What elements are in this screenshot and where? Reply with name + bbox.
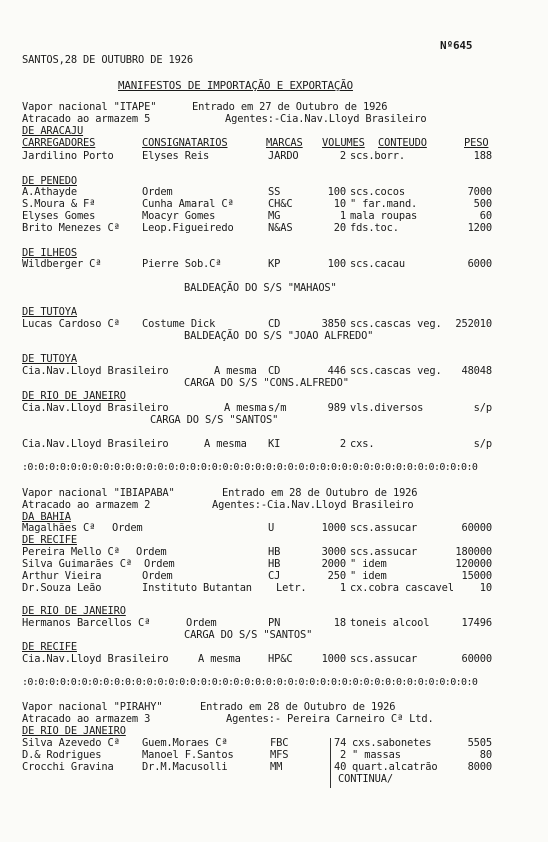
row-consignatario: A mesma bbox=[204, 438, 247, 450]
row-consignatario: Leop.Figueiredo bbox=[142, 222, 234, 234]
row-consignatario: Ordem bbox=[144, 558, 175, 570]
row-peso: 17496 bbox=[461, 617, 492, 629]
row-marca: s/m bbox=[268, 402, 287, 414]
baldeacao-heading: BALDEAÇÃO DO S/S "JOAO ALFREDO" bbox=[184, 330, 374, 342]
row-marca: SS bbox=[268, 186, 281, 198]
date-line: SANTOS,28 DE OUTUBRO DE 1926 bbox=[22, 54, 193, 66]
origin-heading: DA BAHIA bbox=[22, 511, 71, 523]
row-conteudo: scs.assucar bbox=[350, 546, 418, 558]
row-peso: 188 bbox=[473, 150, 492, 162]
row-volume: 250 bbox=[327, 570, 346, 582]
row-consignatario: Cunha Amaral Cª bbox=[142, 198, 234, 210]
baldeacao-heading: BALDEAÇÃO DO S/S "MAHAOS" bbox=[184, 282, 337, 294]
row-marca: CJ bbox=[268, 570, 281, 582]
carga-heading: CARGA DO S/S "SANTOS" bbox=[150, 414, 279, 426]
origin-heading: DE TUTOYA bbox=[22, 306, 77, 318]
ship2-atracado: Atracado ao armazem 2 bbox=[22, 499, 151, 511]
row-conteudo: fds.toc. bbox=[350, 222, 399, 234]
row-peso: s/p bbox=[473, 438, 492, 450]
row-marca: MG bbox=[268, 210, 281, 222]
margin-rule bbox=[330, 738, 331, 788]
row-conteudo: scs.cacau bbox=[350, 258, 405, 270]
carga-heading: CARGA DO S/S "CONS.ALFREDO" bbox=[184, 377, 349, 389]
row-marca: PN bbox=[268, 617, 281, 629]
row-consignatario: Moacyr Gomes bbox=[142, 210, 216, 222]
row-peso: s/p bbox=[473, 402, 492, 414]
row-volume: 989 bbox=[327, 402, 346, 414]
row-carregador: A.Athayde bbox=[22, 186, 77, 198]
row-carregador: Lucas Cardoso Cª bbox=[22, 318, 120, 330]
row-consignatario: Costume Dick bbox=[142, 318, 216, 330]
row-consignatario: Ordem bbox=[186, 617, 217, 629]
row-consignatario: Dr.M.Macusolli bbox=[142, 761, 228, 773]
separator-line: :0:0:0:0:0:0:0:0:0:0:0:0:0:0:0:0:0:0:0:0:0:0:0:0:0:0:0:0:0:0:0:0:0:0:0:0:0:0:0:0:0:0 bbox=[22, 462, 478, 473]
row-marca: HB bbox=[268, 546, 281, 558]
row-carregador: Silva Azevedo Cª bbox=[22, 737, 120, 749]
row-carregador: Cia.Nav.Lloyd Brasileiro bbox=[22, 438, 169, 450]
row-carregador: Cia.Nav.Lloyd Brasileiro bbox=[22, 653, 169, 665]
row-conteudo: cxs. bbox=[350, 438, 375, 450]
page-title: MANIFESTOS DE IMPORTAÇÃO E EXPORTAÇÃO bbox=[118, 79, 353, 92]
row-peso: 60 bbox=[479, 210, 492, 222]
row-peso: 1200 bbox=[467, 222, 492, 234]
origin-heading: DE TUTOYA bbox=[22, 353, 77, 365]
row-peso: 5505 bbox=[467, 737, 492, 749]
row-volume: 3850 bbox=[321, 318, 346, 330]
row-volume: 18 bbox=[333, 617, 346, 629]
row-consignatario: Ordem bbox=[142, 186, 173, 198]
col-header-peso: PESO bbox=[464, 137, 489, 149]
row-peso: 120000 bbox=[455, 558, 492, 570]
row-carregador: Wildberger Cª bbox=[22, 258, 102, 270]
row-peso: 80 bbox=[479, 749, 492, 761]
ship1-vapor: Vapor nacional "ITAPE" bbox=[22, 101, 157, 113]
row-consignatario: A mesma bbox=[198, 653, 241, 665]
row-carregador: Hermanos Barcellos Cª bbox=[22, 617, 151, 629]
ship1-agentes: Agentes:-Cia.Nav.Lloyd Brasileiro bbox=[225, 113, 427, 125]
row-marca: CH&C bbox=[268, 198, 293, 210]
ship3-vapor: Vapor nacional "PIRAHY" bbox=[22, 701, 163, 713]
continua-mark: CONTINUA/ bbox=[338, 773, 393, 785]
row-conteudo: cx.cobra cascavel bbox=[350, 582, 454, 594]
separator-line: :0:0:0:0:0:0:0:0:0:0:0:0:0:0:0:0:0:0:0:0:0:0:0:0:0:0:0:0:0:0:0:0:0:0:0:0:0:0:0:0:0:0 bbox=[22, 677, 478, 688]
row-peso: 48048 bbox=[461, 365, 492, 377]
row-carregador: Magalhães Cª bbox=[22, 522, 96, 534]
row-conteudo: " idem bbox=[350, 570, 387, 582]
ship3-entrada: Entrado em 28 de Outubro de 1926 bbox=[200, 701, 396, 713]
row-peso: 10 bbox=[479, 582, 492, 594]
row-consignatario: Instituto Butantan bbox=[142, 582, 252, 594]
row-marca: CD bbox=[268, 318, 281, 330]
row-carregador: Jardilino Porto bbox=[22, 150, 114, 162]
row-marca: HB bbox=[268, 558, 281, 570]
row-volume: 100 bbox=[327, 186, 346, 198]
row-carregador: S.Moura & Fª bbox=[22, 198, 96, 210]
row-marca: CD bbox=[268, 365, 281, 377]
row-consignatario: Pierre Sob.Cª bbox=[142, 258, 222, 270]
row-volume: 2000 bbox=[321, 558, 346, 570]
row-marca: KP bbox=[268, 258, 281, 270]
origin-heading: DE RIO DE JANEIRO bbox=[22, 390, 126, 402]
row-volume: 3000 bbox=[321, 546, 346, 558]
ship2-entrada: Entrado em 28 de Outubro de 1926 bbox=[222, 487, 418, 499]
row-volume: 100 bbox=[327, 258, 346, 270]
row-peso: 60000 bbox=[461, 522, 492, 534]
origin-heading: DE RIO DE JANEIRO bbox=[22, 605, 126, 617]
row-volume: 1 bbox=[339, 210, 346, 222]
row-carregador: D.& Rodrigues bbox=[22, 749, 102, 761]
row-marca: U bbox=[268, 522, 275, 534]
row-consignatario: A mesma bbox=[224, 402, 267, 414]
origin-heading: DE RECIFE bbox=[22, 641, 77, 653]
row-conteudo: scs.borr. bbox=[350, 150, 405, 162]
row-marca: MFS bbox=[270, 749, 289, 761]
ship1-entrada: Entrado em 27 de Outubro de 1926 bbox=[192, 101, 388, 113]
row-peso: 6000 bbox=[467, 258, 492, 270]
row-conteudo: " far.mand. bbox=[350, 198, 418, 210]
row-conteudo: scs.cascas veg. bbox=[350, 318, 442, 330]
row-conteudo: scs.assucar bbox=[350, 653, 418, 665]
row-carregador: Dr.Souza Leão bbox=[22, 582, 102, 594]
row-conteudo: mala roupas bbox=[350, 210, 418, 222]
row-marca: N&AS bbox=[268, 222, 293, 234]
row-carregador: Elyses Gomes bbox=[22, 210, 96, 222]
col-header-marcas: MARCAS bbox=[266, 137, 303, 149]
row-marca: KI bbox=[268, 438, 281, 450]
origin-heading: DE ILHEOS bbox=[22, 247, 77, 259]
row-volume: 2 bbox=[340, 749, 347, 761]
row-volume: 1 bbox=[339, 582, 346, 594]
row-carregador: Pereira Mello Cª bbox=[22, 546, 120, 558]
row-volume: 1000 bbox=[321, 522, 346, 534]
row-consignatario: Ordem bbox=[136, 546, 167, 558]
ship3-atracado: Atracado ao armazem 3 bbox=[22, 713, 151, 725]
row-conteudo: " idem bbox=[350, 558, 387, 570]
row-conteudo: vls.diversos bbox=[350, 402, 424, 414]
row-marca: HP&C bbox=[268, 653, 293, 665]
carga-heading: CARGA DO S/S "SANTOS" bbox=[184, 629, 313, 641]
row-volume: 20 bbox=[333, 222, 346, 234]
col-header-volumes: VOLUMES bbox=[322, 137, 365, 149]
row-volume: 40 bbox=[334, 761, 347, 773]
document-number: Nº645 bbox=[440, 39, 473, 52]
row-conteudo: toneis alcool bbox=[350, 617, 430, 629]
row-carregador: Crocchi Gravina bbox=[22, 761, 114, 773]
row-conteudo: scs.cascas veg. bbox=[350, 365, 442, 377]
row-consignatario: A mesma bbox=[214, 365, 257, 377]
row-marca: FBC bbox=[270, 737, 289, 749]
row-conteudo: quart.alcatrão bbox=[352, 761, 438, 773]
origin-heading: DE RECIFE bbox=[22, 534, 77, 546]
row-consignatario: Elyses Reis bbox=[142, 150, 210, 162]
row-conteudo: scs.assucar bbox=[350, 522, 418, 534]
origin-heading: DE ARACAJU bbox=[22, 125, 84, 137]
row-marca: JARDO bbox=[268, 150, 299, 162]
row-volume: 74 bbox=[334, 737, 347, 749]
row-peso: 500 bbox=[473, 198, 492, 210]
ship2-agentes: Agentes:-Cia.Nav.Lloyd Brasileiro bbox=[212, 499, 414, 511]
row-conteudo: " massas bbox=[352, 749, 401, 761]
col-header-conteudo: CONTEUDO bbox=[378, 137, 427, 149]
col-header-consignatarios: CONSIGNATARIOS bbox=[142, 137, 228, 149]
row-carregador: Cia.Nav.Lloyd Brasileiro bbox=[22, 402, 169, 414]
ship3-agentes: Agentes:- Pereira Carneiro Cª Ltd. bbox=[226, 713, 434, 725]
row-marca: MM bbox=[270, 761, 283, 773]
ship2-vapor: Vapor nacional "IBIAPABA" bbox=[22, 487, 175, 499]
row-carregador: Cia.Nav.Lloyd Brasileiro bbox=[22, 365, 169, 377]
row-carregador: Arthur Vieira bbox=[22, 570, 102, 582]
row-volume: 1000 bbox=[321, 653, 346, 665]
row-peso: 15000 bbox=[461, 570, 492, 582]
row-volume: 10 bbox=[333, 198, 346, 210]
row-marca: Letr. bbox=[276, 582, 307, 594]
row-peso: 252010 bbox=[455, 318, 492, 330]
row-volume: 2 bbox=[339, 438, 346, 450]
row-carregador: Brito Menezes Cª bbox=[22, 222, 120, 234]
row-consignatario: Ordem bbox=[142, 570, 173, 582]
row-consignatario: Manoel F.Santos bbox=[142, 749, 234, 761]
row-volume: 2 bbox=[339, 150, 346, 162]
col-header-carregadores: CARREGADORES bbox=[22, 137, 96, 149]
ship1-atracado: Atracado ao armazem 5 bbox=[22, 113, 151, 125]
row-consignatario: Guem.Moraes Cª bbox=[142, 737, 228, 749]
origin-heading: DE PENEDO bbox=[22, 175, 77, 187]
row-consignatario: Ordem bbox=[112, 522, 143, 534]
origin-heading: DE RIO DE JANEIRO bbox=[22, 725, 126, 737]
row-carregador: Silva Guimarães Cª bbox=[22, 558, 132, 570]
row-peso: 60000 bbox=[461, 653, 492, 665]
row-conteudo: cxs.sabonetes bbox=[352, 737, 432, 749]
row-conteudo: scs.cocos bbox=[350, 186, 405, 198]
row-peso: 8000 bbox=[467, 761, 492, 773]
row-peso: 180000 bbox=[455, 546, 492, 558]
row-peso: 7000 bbox=[467, 186, 492, 198]
row-volume: 446 bbox=[327, 365, 346, 377]
